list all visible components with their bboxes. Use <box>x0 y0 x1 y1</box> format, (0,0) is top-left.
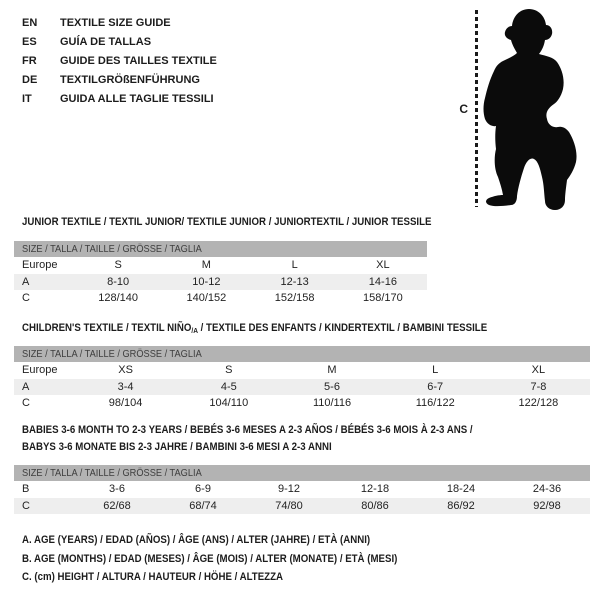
size-cell: XL <box>531 364 546 377</box>
height-cell: 158/170 <box>362 292 403 305</box>
size-cell: S <box>225 364 233 377</box>
row-label: B <box>22 483 30 496</box>
row-label: Europe <box>22 259 58 272</box>
table-row-age <box>14 379 590 396</box>
row-label: C <box>22 397 30 410</box>
language-code: FR <box>22 54 37 67</box>
language-code: DE <box>22 73 38 86</box>
size-header-bar <box>14 465 590 481</box>
row-label: A <box>22 380 30 393</box>
language-code: ES <box>22 35 37 48</box>
babies-table-title-line2: BABYS 3-6 MONATE BIS 2-3 JAHRE / BAMBINI 3-6 MESI A 2-3 ANNI <box>22 441 332 453</box>
language-row-fr <box>22 51 217 70</box>
language-title: TEXTILE SIZE GUIDE <box>60 16 171 29</box>
height-cell: 92/98 <box>533 499 561 512</box>
row-label: C <box>22 292 30 305</box>
language-title: GUIDA ALLE TAGLIE TESSILI <box>60 92 214 105</box>
row-label: A <box>22 275 30 288</box>
months-cell: 6-9 <box>195 483 211 496</box>
age-cell: 12-13 <box>280 275 309 288</box>
age-cell: 7-8 <box>530 380 547 393</box>
table-row-europe <box>14 257 427 274</box>
months-cell: 9-12 <box>277 483 301 496</box>
table-row-age <box>14 274 427 291</box>
size-cell: L <box>291 259 298 272</box>
age-cell: 4-5 <box>220 380 237 393</box>
height-cell: 152/158 <box>274 292 315 305</box>
height-cell: 122/128 <box>518 397 559 410</box>
height-cell: 98/104 <box>108 397 143 410</box>
size-cell: M <box>327 364 337 377</box>
months-cell: 18-24 <box>446 483 476 496</box>
children-size-table <box>14 346 590 412</box>
age-cell: 14-16 <box>368 275 397 288</box>
height-cell: 68/74 <box>189 499 217 512</box>
size-cell: M <box>201 259 211 272</box>
legend-height-cm: C. (cm) HEIGHT / ALTURA / HAUTEUR / HÖHE / ALTEZZA <box>22 571 284 583</box>
language-code: EN <box>22 16 38 29</box>
table-row-height <box>14 290 427 307</box>
language-title: GUÍA DE TALLAS <box>60 35 152 48</box>
babies-table-title-line1: BABIES 3-6 MONTH TO 2-3 YEARS / BEBÉS 3-6 MESES A 2-3 AÑOS / BÉBÉS 3-6 MOIS À 2-3 ANS / <box>22 424 473 436</box>
height-measure-label: C <box>459 102 468 116</box>
size-header-label: SIZE / TALLA / TAILLE / GRÖSSE / TAGLIA <box>22 243 202 255</box>
measure-legend <box>22 534 449 590</box>
table-row-height <box>14 395 590 412</box>
size-header-label: SIZE / TALLA / TAILLE / GRÖSSE / TAGLIA <box>22 348 202 360</box>
size-header-bar <box>14 346 590 362</box>
size-cell: L <box>432 364 439 377</box>
language-row-en <box>22 13 217 32</box>
height-cell: 128/140 <box>98 292 138 305</box>
size-header-label: SIZE / TALLA / TAILLE / GRÖSSE / TAGLIA <box>22 467 202 479</box>
row-label: C <box>22 499 30 512</box>
height-dashed-line <box>475 10 478 207</box>
table-row-months <box>14 481 590 498</box>
nino-a-subscript: /A <box>191 326 198 335</box>
size-cell: S <box>114 259 122 272</box>
height-cell: 104/110 <box>209 397 249 410</box>
height-cell: 110/116 <box>312 397 352 410</box>
months-cell: 24-36 <box>532 483 562 496</box>
table-row-europe <box>14 362 590 379</box>
age-cell: 6-7 <box>427 380 444 393</box>
children-table-title: CHILDREN'S TEXTILE / TEXTIL NIÑO/A / TEXTILE DES ENFANTS / KINDERTEXTIL / BAMBINI TESSILE <box>22 322 488 335</box>
toddler-silhouette-image <box>483 5 589 212</box>
language-code: IT <box>22 92 32 105</box>
height-cell: 74/80 <box>275 499 303 512</box>
height-cell: 80/86 <box>361 499 389 512</box>
height-cell: 86/92 <box>447 499 475 512</box>
language-row-it <box>22 89 217 108</box>
months-cell: 12-18 <box>360 483 390 496</box>
junior-size-table <box>14 241 427 307</box>
language-row-de <box>22 70 217 89</box>
language-title: TEXTILGRÖßENFÜHRUNG <box>60 73 200 86</box>
language-title-list <box>22 13 217 108</box>
size-header-bar <box>14 241 427 257</box>
legend-age-years: A. AGE (YEARS) / EDAD (AÑOS) / ÂGE (ANS) / ALTER (JAHRE) / ETÀ (ANNI) <box>22 534 371 546</box>
age-cell: 5-6 <box>324 380 340 393</box>
language-row-es <box>22 32 217 51</box>
language-title: GUIDE DES TAILLES TEXTILE <box>60 54 217 67</box>
height-cell: 62/68 <box>103 499 131 512</box>
age-cell: 8-10 <box>107 275 130 288</box>
height-cell: 140/152 <box>186 292 227 305</box>
age-cell: 10-12 <box>192 275 221 288</box>
months-cell: 3-6 <box>109 483 125 496</box>
legend-age-months: B. AGE (MONTHS) / EDAD (MESES) / ÂGE (MOIS) / ALTER (MONATE) / ETÀ (MESI) <box>22 552 398 565</box>
height-cell: 116/122 <box>415 397 455 410</box>
age-cell: 3-4 <box>117 380 134 393</box>
row-label: Europe <box>22 364 58 377</box>
size-cell: XL <box>376 259 390 272</box>
junior-table-title: JUNIOR TEXTILE / TEXTIL JUNIOR/ TEXTILE JUNIOR / JUNIORTEXTIL / JUNIOR TESSILE <box>22 216 432 228</box>
babies-size-table <box>14 465 590 514</box>
table-row-height <box>14 498 590 515</box>
size-cell: XS <box>118 364 133 377</box>
